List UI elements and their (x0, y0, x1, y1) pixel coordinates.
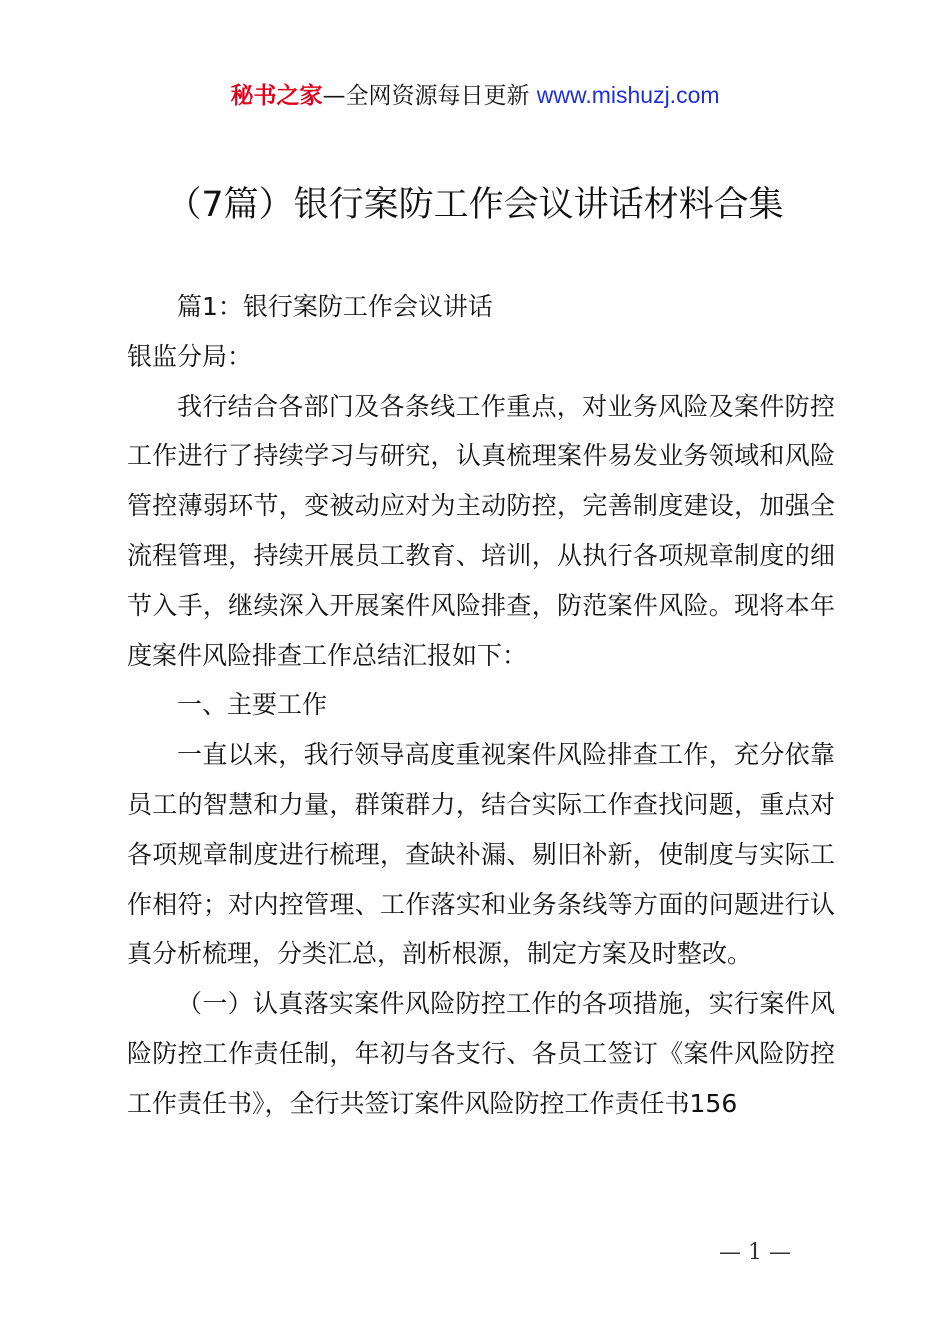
site-link[interactable]: www.mishuzj.com (536, 82, 720, 108)
document-title: （7篇）银行案防工作会议讲话材料合集 (166, 185, 784, 225)
brand-name: 秘书之家 (230, 83, 323, 109)
paragraph-main-work: 一直以来，我行领导高度重视案件风险排查工作，充分依靠员工的智慧和力量，群策群力，结合实际工作查找问题，重点对各项规章制度进行梳理，查缺补漏、剔旧补新，使制度与实际工作相符；对内控管理、工作落实和业务条线等方面的问题进行认真分析梳理，分类汇总，剖析根源，制定方案及时整改。 (127, 740, 835, 969)
document-body (127, 282, 835, 1129)
salutation: 银监分局： (127, 341, 253, 371)
section-title: 篇1：银行案防工作会议讲话 (177, 292, 493, 321)
paragraph-measures: （一）认真落实案件风险防控工作的各项措施，实行案件风险防控工作责任制，年初与各支行、各员工签订《案件风险防控工作责任书》，全行共签订案件风险防控工作责任书156 (127, 989, 835, 1118)
page-number: — 1 — (719, 1240, 791, 1265)
heading-main-work: 一、主要工作 (177, 690, 328, 720)
header-slogan: —全网资源每日更新 (322, 83, 537, 109)
paragraph-intro: 我行结合各部门及各条线工作重点，对业务风险及案件防控工作进行了持续学习与研究，认真梳理案件易发业务领域和风险管控薄弱环节，变被动应对为主动防控，完善制度建设，加强全流程管理，持续开展员工教育、培训，从执行各项规章制度的细节入手，继续深入开展案件风险排查，防范案件风险。现将本年度案件风险排查工作总结汇报如下： (127, 391, 835, 670)
site-header (0, 78, 950, 113)
